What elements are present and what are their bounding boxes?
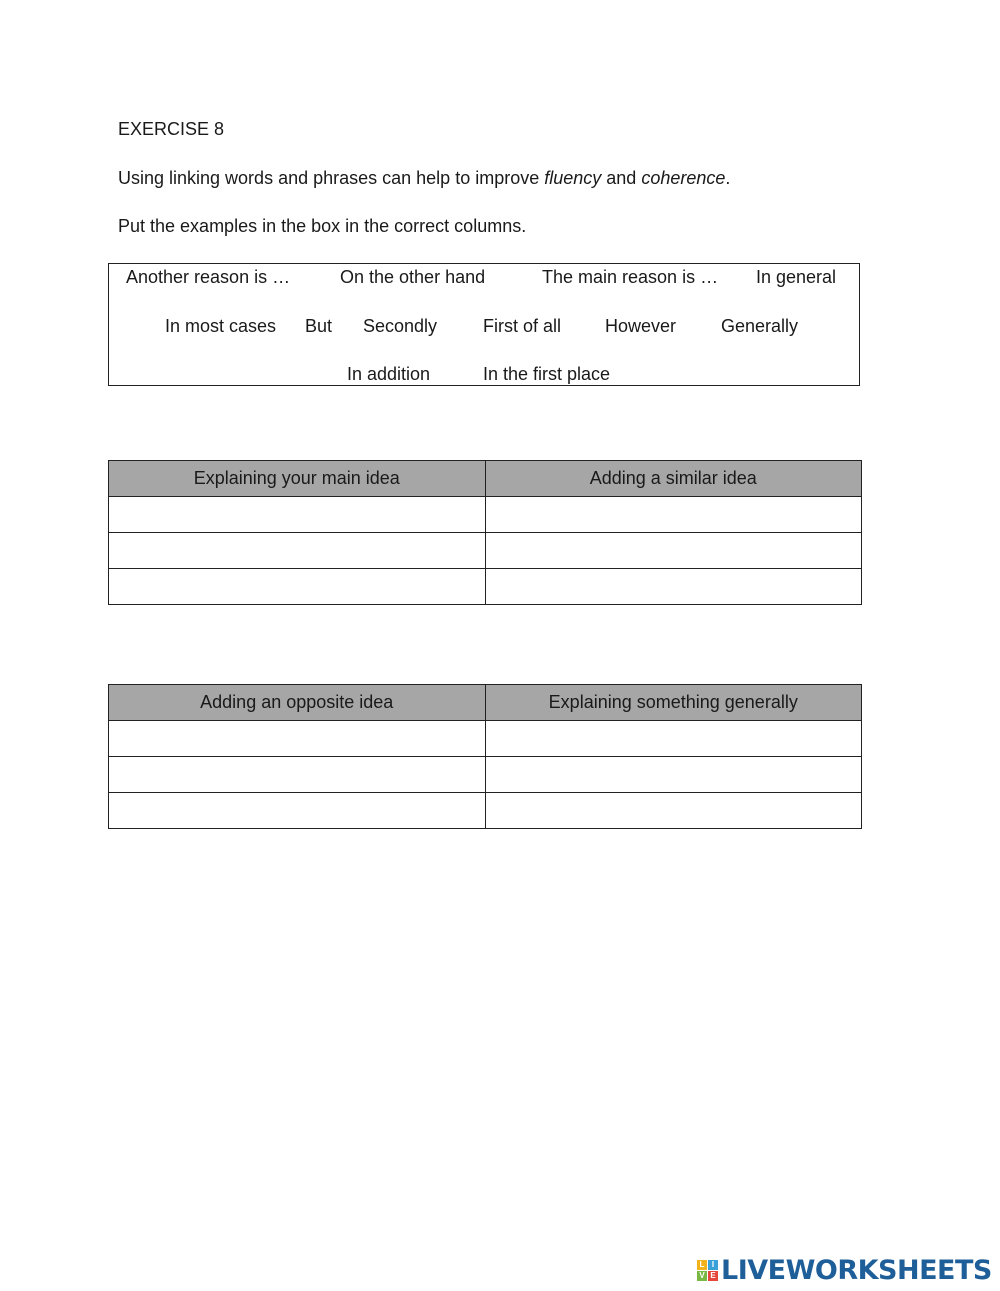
word-item: First of all bbox=[483, 316, 562, 336]
table-row bbox=[109, 497, 862, 533]
word-item: In the first place bbox=[483, 364, 611, 384]
word-item: Generally bbox=[721, 316, 799, 336]
intro-text-part: . bbox=[725, 168, 731, 188]
word-item: In general bbox=[756, 267, 837, 287]
answer-cell[interactable] bbox=[109, 569, 486, 605]
table-row bbox=[109, 793, 862, 829]
column-header: Adding an opposite idea bbox=[109, 685, 486, 721]
logo-mark-letter: L bbox=[697, 1260, 707, 1270]
word-item: Another reason is … bbox=[126, 267, 291, 287]
answer-cell[interactable] bbox=[485, 497, 862, 533]
word-item: The main reason is … bbox=[542, 267, 719, 287]
logo-mark-letter: E bbox=[708, 1271, 718, 1281]
table-header-row bbox=[109, 461, 862, 497]
answer-cell[interactable] bbox=[109, 497, 486, 533]
answer-cell[interactable] bbox=[109, 757, 486, 793]
logo-mark-icon bbox=[697, 1260, 718, 1281]
word-item: In addition bbox=[347, 364, 431, 384]
instruction-text: Put the examples in the box in the correct columns. bbox=[118, 216, 527, 236]
logo-text: LIVEWORKSHEETS bbox=[721, 1254, 992, 1286]
category-table-2 bbox=[108, 684, 862, 829]
answer-cell[interactable] bbox=[485, 569, 862, 605]
intro-text-part: and bbox=[601, 168, 642, 188]
category-table-1 bbox=[108, 460, 862, 605]
intro-italic-fluency: fluency bbox=[544, 168, 602, 188]
table-row bbox=[109, 757, 862, 793]
word-item: On the other hand bbox=[340, 267, 486, 287]
intro-text-part: Using linking words and phrases can help to improve bbox=[118, 168, 545, 188]
answer-cell[interactable] bbox=[109, 533, 486, 569]
answer-cell[interactable] bbox=[109, 721, 486, 757]
answer-cell[interactable] bbox=[485, 533, 862, 569]
column-header: Explaining something generally bbox=[485, 685, 862, 721]
column-header: Explaining your main idea bbox=[109, 461, 486, 497]
column-header: Adding a similar idea bbox=[485, 461, 862, 497]
answer-cell[interactable] bbox=[109, 793, 486, 829]
logo-mark-letter: V bbox=[697, 1271, 707, 1281]
exercise-title: EXERCISE 8 bbox=[118, 119, 225, 139]
liveworksheets-logo[interactable] bbox=[697, 1255, 992, 1285]
answer-cell[interactable] bbox=[485, 793, 862, 829]
word-item: In most cases bbox=[165, 316, 277, 336]
answer-cell[interactable] bbox=[485, 757, 862, 793]
word-item: However bbox=[605, 316, 677, 336]
word-item: Secondly bbox=[363, 316, 438, 336]
word-box bbox=[108, 263, 860, 386]
answer-cell[interactable] bbox=[485, 721, 862, 757]
logo-mark-letter: I bbox=[708, 1260, 718, 1270]
word-item: But bbox=[305, 316, 333, 336]
table-row bbox=[109, 721, 862, 757]
table-header-row bbox=[109, 685, 862, 721]
intro-italic-coherence: coherence bbox=[641, 168, 726, 188]
table-row bbox=[109, 569, 862, 605]
table-row bbox=[109, 533, 862, 569]
intro-text bbox=[118, 168, 730, 189]
